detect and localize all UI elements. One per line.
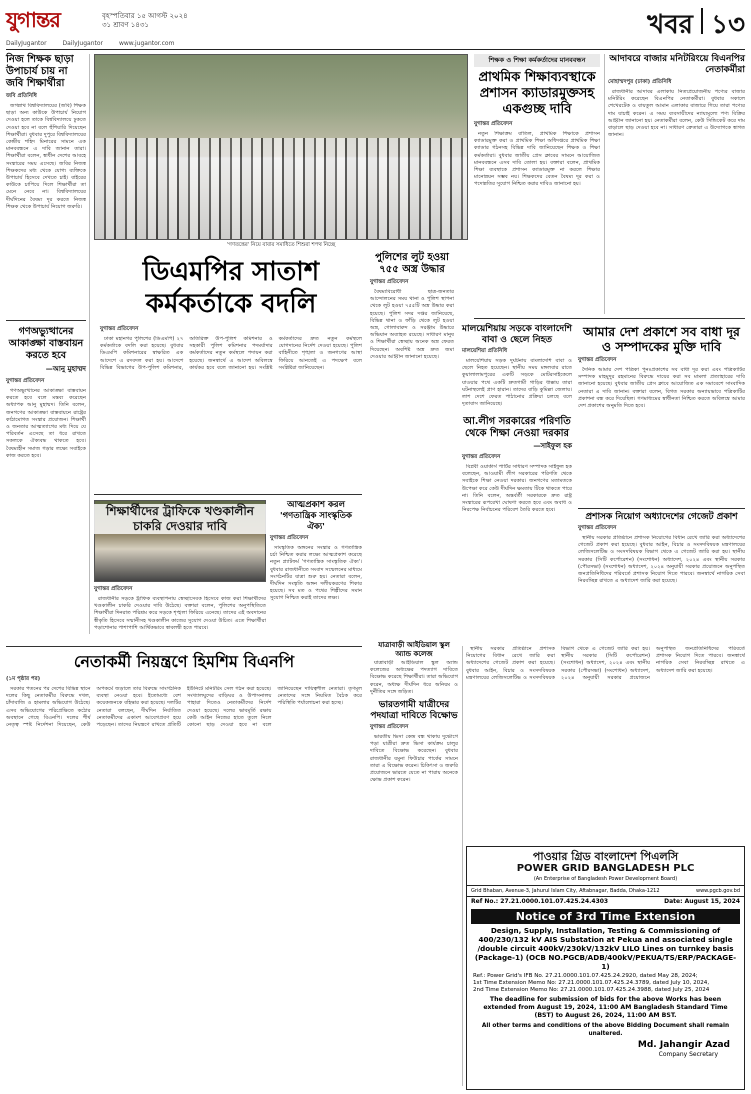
headline: প্রশাসক নিয়োগ অধ্যাদেশের গেজেট প্রকাশ <box>585 512 738 522</box>
byline: যুগান্তর প্রতিবেদন <box>94 586 133 592</box>
column-rule <box>89 54 90 634</box>
article-body: বিপ্লবী ওয়ার্কার্স পার্টির সাধারণ সম্পাদক সাইফুল হক বলেছেন, আওয়ামী লীগ সরকারের পরিণতি থেকে সবাইকে শিক্ষা নেওয়া দরকার। জনগণের মতামতকে উপেক্ষা করে কেউ দীর্ঘদিন ক্ষমতায় টিকে থাকতে পারে না। তিনি বলেন, অন্তর্বর্তী সরকারকে দ্রুত রাষ্ট্র সংস্কারের রূপরেখা ঘোষণা করতে হবে এবং অবাধ ও নিরপেক্ষ নির্বাচনের পরিবেশ তৈরি করতে হবে। <box>462 464 572 514</box>
byline: যুগান্তর প্রতিবেদন <box>474 121 513 127</box>
headline: যাত্রাবাড়ী আইডিয়াল স্কুল অ্যান্ড কলেজ <box>378 640 450 658</box>
ad-other-terms: All other terms and conditions of the above Bidding Document shall remain unaltered. <box>481 1023 730 1037</box>
article-netakormi <box>6 676 362 1090</box>
divider <box>474 318 745 319</box>
ad-website[interactable]: www.pgcb.gov.bd <box>696 888 740 894</box>
netakormi-headline: নেতাকর্মী নিয়ন্ত্রণে হিমশিম বিএনপি <box>73 652 295 671</box>
ad-deadline: The deadline for submission of bids for the above Works has been extended from August 19, 2024, 11:00 AM Bangladesh Standard Time (BST) to August 26, 2024, 11:00 AM BST. <box>483 996 728 1019</box>
byline: (১ম পৃষ্ঠার পর) <box>6 676 41 682</box>
twitter-link[interactable]: DailyJugantor <box>62 40 104 47</box>
divider <box>578 508 745 509</box>
ad-signer-title: Company Secretary <box>658 1051 718 1058</box>
people-silhouettes <box>95 138 467 239</box>
article-body: গণঅভ্যুত্থানের আকাঙ্ক্ষা বাস্তবায়ন করতে হবে বলে মন্তব্য করেছেন অধ্যাপক আনু মুহাম্মদ। তিনি বলেন, জনগণের আকাঙ্ক্ষা বাস্তবায়নে রাষ্ট্রের কাঠামোগত সংস্কার প্রয়োজন। শিক্ষার্থী ও জনতার আত্মত্যাগের মধ্য দিয়ে যে পরিবর্তন এসেছে তা ধরে রাখতে সকলকে ঐক্যবদ্ধ থাকতে হবে। বৈষম্যহীন সমাজ গড়ার লক্ষ্যে সবাইকে কাজ করতে হবে। <box>6 388 86 459</box>
headline: ভারতগামী যাত্রীদের পদযাত্রা দাবিতে বিক্ষোভ <box>370 700 458 721</box>
byline: যুগান্তর প্রতিবেদন <box>100 326 139 332</box>
article-bharat <box>370 700 458 840</box>
ad-date: Date: August 15, 2024 <box>664 898 740 905</box>
article-body: সরকার পতনের পর দেশের বিভিন্ন স্থানে দলের কিছু নেতাকর্মীর বিরুদ্ধে দখল, চাঁদাবাজি ও হামলার অভিযোগ উঠেছে। এসব অভিযোগের পরিপ্রেক্ষিতে কঠোর অবস্থানে গেছে বিএনপি। দলের শীর্ষ নেতৃত্ব স্পষ্ট নির্দেশনা দিয়েছেন, কেউ অপকর্মে জড়ালে তার বিরুদ্ধে সাংগঠনিক ব্যবস্থা নেওয়া হবে। ইতোমধ্যে বেশ কয়েকজনকে বহিষ্কার করা হয়েছে। দলটির নেতারা বলছেন, দীর্ঘদিন নির্যাতিত নেতাকর্মীদের একাংশ আবেগপ্রবণ হয়ে পড়েছেন। তাদের নিয়ন্ত্রণে রাখতে প্রতিটি ইউনিটে মনিটরিং সেল গঠন করা হয়েছে। সংখ্যালঘুদের বাড়িঘর ও উপাসনালয় পাহারা দিতেও নেতাকর্মীদের নির্দেশ দেওয়া হয়েছে। দলের ভাবমূর্তি রক্ষায় কেউ আইন নিজের হাতে তুলে নিলে কোনো ছাড় দেওয়া হবে না বলে জানিয়েছেন দায়িত্বশীল নেতারা। তৃণমূল নেতাদের সঙ্গে নিয়মিত বৈঠক করে পরিস্থিতি পর্যালোচনা করা হচ্ছে। <box>6 686 362 729</box>
byline: মোহাম্মদপুর (ঢাকা) প্রতিনিধি <box>608 79 672 85</box>
facebook-link[interactable]: DailyJugantor <box>6 40 47 47</box>
headline: নিজ শিক্ষক ছাড়া উপাচার্য চায় না জবি শিক্ষার্থীরা <box>6 54 74 89</box>
column-rule <box>462 646 463 1086</box>
traffic-headline: শিক্ষার্থীদের ট্রাফিকে খণ্ডকালীন চাকরি দেওয়ার দাবি <box>94 504 266 534</box>
photo-caption: 'গণতন্ত্রের' নিয়ে বাবার সমাধিতে শিশুরা শপথ নিচ্ছে <box>226 242 336 248</box>
ad-address-row <box>467 885 744 897</box>
ad-notice-title: Notice of 3rd Time Extension <box>471 909 740 924</box>
byline: যুগান্তর প্রতিবেদন <box>578 357 617 363</box>
divider <box>6 646 362 647</box>
headline: আমার দেশ প্রকাশে সব বাধা দূর ও সম্পাদকের মুক্তি দাবি <box>583 324 740 354</box>
page-number: ১৩ <box>711 10 745 40</box>
social-bar <box>6 40 745 50</box>
headline: আদাবরে বাজার মনিটরিংয়ে বিএনপির নেতাকর্মীরা <box>609 54 745 75</box>
article-body: সাংস্কৃতিক অঙ্গনের সংস্কার ও গণতান্ত্রিক চর্চা নিশ্চিত করার লক্ষ্যে আত্মপ্রকাশ করেছে নতুন প্ল্যাটফর্ম 'গণতান্ত্রিক সাংস্কৃতিক ঐক্য'। বুধবার রাজধানীতে সংবাদ সম্মেলনের মাধ্যমে সংগঠনটির যাত্রা শুরু হয়। নেতারা বলেন, দীর্ঘদিন সংস্কৃতি অঙ্গন দলীয়করণের শিকার হয়েছে। সব মত ও পথের শিল্পীদের সমান সুযোগ নিশ্চিত করাই তাদের লক্ষ্য। <box>270 545 362 602</box>
ad-address: Grid Bhaban, Avenue-3, Jahurul Islam City, Aftabnagar, Badda, Dhaka-1212 <box>471 888 660 894</box>
article-dmp <box>100 326 362 490</box>
article-body: দৈনিক আমার দেশ পত্রিকা পুনঃপ্রকাশের সব বাধা দূর করা এবং পত্রিকাটির সম্পাদক মাহমুদুর রহমানের বিরুদ্ধে দায়ের করা সব মামলা প্রত্যাহারের দাবি জানানো হয়েছে। বুধবার জাতীয় প্রেস ক্লাবে আয়োজিত এক সমাবেশে সাংবাদিক নেতারা এ দাবি জানান। বক্তারা বলেন, বিগত সরকার অন্যায়ভাবে পত্রিকাটির প্রকাশনা বন্ধ করে দিয়েছিল। গণমাধ্যমের স্বাধীনতা নিশ্চিত করতে অবিলম্বে আমার দেশ প্রকাশের অনুমতি দিতে হবে। <box>578 367 745 410</box>
article-body: ঢাকা মহানগর পুলিশের (ডিএমপি) ২৭ কর্মকর্তাকে বদলি করা হয়েছে। বুধবার ডিএমপি কমিশনারের স্বাক্ষরিত এক আদেশে এ রদবদল করা হয়। আদেশে বিভিন্ন বিভাগের উপ-পুলিশ কমিশনার, অতিরিক্ত উপ-পুলিশ কমিশনার ও সহকারী পুলিশ কমিশনার পদমর্যাদার কর্মকর্তাদের নতুন কর্মস্থলে পদায়ন করা হয়েছে। জনস্বার্থে এ আদেশ অবিলম্বে কার্যকর হবে বলে জানানো হয়। সংশ্লিষ্ট কর্মকর্তাদের দ্রুত নতুন কর্মস্থলে যোগদানের নির্দেশ দেওয়া হয়েছে। পুলিশ বাহিনীতে শৃঙ্খলা ও জনগণের আস্থা ফিরিয়ে আনতেই এ পদক্ষেপ বলে সংশ্লিষ্টরা জানিয়েছেন। <box>100 336 362 371</box>
article-prathomik <box>474 54 600 318</box>
article-body: বৈষম্যবিরোধী ছাত্র-জনতার আন্দোলনের সময় থানা ও পুলিশ স্থাপনা থেকে লুট হওয়া ৭৫৫টি অস্ত্র উদ্ধার করা হয়েছে। পুলিশ সদর দপ্তর জানিয়েছে, বিভিন্ন থানা ও ফাঁড়ি থেকে লুট হওয়া অস্ত্র, গোলাবারুদ ও সরঞ্জাম উদ্ধারে অভিযান অব্যাহত রয়েছে। সাধারণ মানুষ ও শিক্ষার্থীরা স্বেচ্ছায় অনেক অস্ত্র ফেরত দিয়েছেন। অবশিষ্ট অস্ত্র দ্রুত জমা দেওয়ার আহ্বান জানানো হয়েছে। <box>370 289 454 360</box>
ad-references: Ref.: Power Grid's IFB No. 27.21.0000.101.07.425.24.2920, dated May 28, 2024; 1st Time Extension Memo No: 27.21.0000.101.07.425.24.3789, dated July 10, 2024, 2nd Time Extension Memo No: 27.21.0000.101.07.425.24.3988, dated July 25, 2024 <box>473 973 710 993</box>
dmp-headline: ডিএমপির সাতাশ কর্মকর্তাকে বদলি <box>142 257 320 319</box>
article-body: মালয়েশিয়ায় সড়ক দুর্ঘটনায় বাংলাদেশি বাবা ও ছেলে নিহত হয়েছেন। স্থানীয় সময় মঙ্গলবার রাতে কুয়ালালামপুরের একটি সড়কে মোটরসাইকেলে যাওয়ার পথে একটি দ্রুতগামী গাড়ির ধাক্কায় তারা ঘটনাস্থলেই প্রাণ হারান। তাদের বাড়ি কুমিল্লা জেলায়। লাশ দেশে ফেরত পাঠানোর প্রক্রিয়া চলছে বলে দূতাবাস জানিয়েছে। <box>462 358 572 406</box>
website-link[interactable]: www.jugantor.com <box>118 40 175 47</box>
byline: যুগান্তর প্রতিবেদন <box>462 454 501 460</box>
article-body: যাত্রাবাড়ী আইডিয়াল স্কুল অ্যান্ড কলেজের অধ্যক্ষের পদত্যাগ দাবিতে বিক্ষোভ করেছে শিক্ষার্থীরা। তারা অভিযোগ করেন, অধ্যক্ষ দীর্ঘদিন ধরে অনিয়ম ও দুর্নীতির সঙ্গে জড়িত। <box>370 660 458 695</box>
ad-title-bn: পাওয়ার গ্রিড বাংলাদেশ পিএলসি <box>532 850 679 863</box>
byline: যুগান্তর প্রতিবেদন <box>370 279 409 285</box>
article-body: রাজধানীর সড়কে ট্রাফিক ব্যবস্থাপনায় স্বেচ্ছাসেবক হিসেবে কাজ করা শিক্ষার্থীদের খণ্ডকালীন চাকরি দেওয়ার দাবি উঠেছে। বক্তারা বলেন, পুলিশের অনুপস্থিতিতে শিক্ষার্থীরা দিনরাত পরিশ্রম করে সড়কে শৃঙ্খলা ফিরিয়ে এনেছে। তাদের এই অবদানের স্বীকৃতি হিসেবে সম্মানীসহ খণ্ডকালীন কাজের সুযোগ দেওয়া উচিত। এতে শিক্ষার্থীরা পড়াশোনার পাশাপাশি আর্থিকভাবে স্বাবলম্বী হতে পারবে। <box>94 596 266 630</box>
headline: পুলিশের লুট হওয়া ৭৫৫ অস্ত্র উদ্ধার <box>375 252 449 275</box>
article-traffic <box>94 586 266 630</box>
headline: আ.লীগ সরকারের পরিণতি থেকে শিক্ষা নেওয়া দরকার <box>463 416 571 439</box>
article-awami <box>462 416 572 640</box>
divider <box>94 494 362 495</box>
byline: জবি প্রতিনিধি <box>6 93 37 99</box>
headline: প্রাথমিক শিক্ষাব্যবস্থাকে প্রশাসন ক্যাডারমুক্তসহ একগুচ্ছ দাবি <box>478 70 596 117</box>
byline: যুগান্তর প্রতিবেদন <box>270 535 309 541</box>
date-bengali: ৩১ শ্রাবণ ১৪৩১ <box>102 21 149 29</box>
main-photo <box>94 54 468 240</box>
article-gazette <box>578 512 745 640</box>
dateline <box>102 12 188 30</box>
ad-title-en: POWER GRID BANGLADESH PLC <box>516 863 695 874</box>
kicker: শিক্ষক ও শিক্ষা কর্মকর্তাদের মানববন্ধন <box>474 54 600 67</box>
article-body: রাজধানীর আদাবর এলাকায় নিত্যপ্রয়োজনীয় পণ্যের বাজার মনিটরিং করেছেন বিএনপির নেতাকর্মীরা। বুধবার সকালে শেখেরটেক ও বায়তুল আমান এলাকার বাজারে গিয়ে তারা পণ্যের দাম যাচাই করেন। এ সময় ব্যবসায়ীদের ন্যায্যমূল্যে পণ্য বিক্রির আহ্বান জানানো হয়। নেতাকর্মীরা বলেন, কেউ সিন্ডিকেট করে দাম বাড়ালে ছাড় দেওয়া হবে না। সাধারণ ক্রেতারা এ উদ্যোগকে স্বাগত জানান। <box>608 89 745 139</box>
continued-text: স্থানীয় সরকার প্রতিষ্ঠানে প্রশাসক নিয়োগের বিধান রেখে জারি করা অধ্যাদেশের গেজেট প্রকাশ করা হয়েছে। বুধবার আইন, বিচার ও সংসদবিষয়ক মন্ত্রণালয়ের লেজিসলেটিভ ও সংসদবিষয়ক বিভাগ থেকে এ গেজেট জারি করা হয়। স্থানীয় সরকার (সিটি কর্পোরেশন) (সংশোধন) অধ্যাদেশ, ২০২৪ এবং স্থানীয় সরকার (পৌরসভা) (সংশোধন) অধ্যাদেশ, ২০২৪ অনুযায়ী সরকার প্রয়োজনে অনুপস্থিত জনপ্রতিনিধিদের পরিবর্তে প্রশাসক নিয়োগ দিতে পারবে। জনস্বার্থে নাগরিক সেবা নিরবচ্ছিন্ন রাখতে এ অধ্যাদেশ জারি করা হয়েছে। <box>466 646 745 681</box>
article-atmaprokash <box>270 500 362 636</box>
quote-author: —সাইফুল হক <box>533 441 572 450</box>
divider <box>6 320 86 321</box>
headline: মালয়েশিয়ায় সড়কে বাংলাদেশি বাবা ও ছেলে নিহত <box>462 324 572 345</box>
column-rule <box>604 54 605 314</box>
headline: গণঅভ্যুত্থানের আকাঙ্ক্ষা বাস্তবায়ন করতে হবে <box>8 326 84 361</box>
byline: যুগান্তর প্রতিবেদন <box>370 724 409 730</box>
article-amar-desh <box>578 324 745 504</box>
article-nij-shikkhok <box>6 54 86 316</box>
ad-tagline: (An Enterprise of Bangladesh Power Development Board) <box>533 876 678 882</box>
article-body: নতুন শিক্ষাক্রম বাতিল, প্রাথমিক শিক্ষাকে প্রশাসন ক্যাডারমুক্ত করা ও প্রাথমিক শিক্ষা অধিদপ্তরে প্রাথমিক শিক্ষা ক্যাডার গঠনসহ বিভিন্ন দাবি জানিয়েছেন শিক্ষক ও শিক্ষা কর্মকর্তারা। বুধবার জাতীয় প্রেস ক্লাবের সামনে আয়োজিত মানববন্ধনে এসব দাবি তোলা হয়। বক্তারা বলেন, প্রাথমিক শিক্ষা ব্যবস্থাকে প্রশাসন ক্যাডারমুক্ত না করলে শিক্ষার মানোন্নয়ন সম্ভব নয়। শিক্ষকদের বেতন বৈষম্য দূর করা ও পদোন্নতির সুযোগ নিশ্চিত করার দাবিও জানানো হয়। <box>474 131 600 188</box>
byline: যুগান্তর প্রতিবেদন <box>578 525 617 531</box>
article-body: জগন্নাথ বিশ্ববিদ্যালয়ের (জবি) শিক্ষক ছাড়া অন্য কাউকে উপাচার্য নিয়োগ দেওয়া হলে তাকে বিশ্ববিদ্যালয়ে ঢুকতে দেওয়া হবে না বলে হুঁশিয়ারি দিয়েছেন শিক্ষার্থীরা। বুধবার দুপুরে বিশ্ববিদ্যালয়ের কেন্দ্রীয় শহিদ মিনারের সামনে এক মানববন্ধনে এ দাবি জানান তারা। শিক্ষার্থীরা বলেন, স্বাধীন দেশের আবহে সংস্কারের সময় এসেছে। জবির নিজস্ব শিক্ষকদের মধ্য থেকে যোগ্য ব্যক্তিকে উপাচার্য হিসেবে দেখতে চাই। বাইরের কাউকে চাপিয়ে দিলে শিক্ষার্থীরা তা মেনে নেবে না। বিশ্ববিদ্যালয়ের দীর্ঘদিনের বৈষম্য দূর করতে নিজস্ব শিক্ষক থেকে উপাচার্য নিয়োগ জরুরি। <box>6 103 86 210</box>
article-ganasabhyuthan <box>6 326 86 626</box>
byline: যুগান্তর প্রতিবেদন <box>6 378 45 384</box>
masthead <box>6 4 745 40</box>
ad-ref-row <box>467 897 744 907</box>
byline: মালয়েশিয়া প্রতিনিধি <box>462 348 508 354</box>
quote-author: —আনু মুহাম্মদ <box>45 364 86 373</box>
section-name: খবর <box>647 10 693 40</box>
headline: আত্মপ্রকাশ করল 'গণতান্ত্রিক সাংস্কৃতিক ঐক্য' <box>279 500 352 532</box>
ad-subject: Design, Supply, Installation, Testing & Commissioning of 400/230/132 kV AIS Substation at Pekua and associated single /double circuit 400kV/230kV/132kV LILO Lines on turnkey basis (Package-1) (OCB NO.PGCB/ADB/400kV/PEKUA/TS/ERP/PACKAGE-1) <box>474 926 737 971</box>
article-police <box>370 252 454 632</box>
article-body: ভারতীয় ভিসা কেন্দ্র বন্ধ থাকায় দুর্ভোগে পড়া যাত্রীরা দ্রুত ভিসা কার্যক্রম চালুর দাবিতে বিক্ষোভ করেছেন। বুধবার রাজধানীর যমুনা ফিউচার পার্কের সামনে তারা এ বিক্ষোভ করেন। চিকিৎসা ও জরুরি প্রয়োজনে ভারতে যেতে না পারায় অনেকে ক্ষোভ প্রকাশ করেন। <box>370 734 458 784</box>
ad-signer: Md. Jahangir Azad <box>637 1040 730 1050</box>
article-body: স্থানীয় সরকার প্রতিষ্ঠানে প্রশাসক নিয়োগের বিধান রেখে জারি করা অধ্যাদেশের গেজেট প্রকাশ করা হয়েছে। বুধবার আইন, বিচার ও সংসদবিষয়ক মন্ত্রণালয়ের লেজিসলেটিভ ও সংসদবিষয়ক বিভাগ থেকে এ গেজেট জারি করা হয়। স্থানীয় সরকার (সিটি কর্পোরেশন) (সংশোধন) অধ্যাদেশ, ২০২৪ এবং স্থানীয় সরকার (পৌরসভা) (সংশোধন) অধ্যাদেশ, ২০২৪ অনুযায়ী সরকার প্রয়োজনে অনুপস্থিত জনপ্রতিনিধিদের পরিবর্তে প্রশাসক নিয়োগ দিতে পারবে। জনস্বার্থে নাগরিক সেবা নিরবচ্ছিন্ন রাখতে এ অধ্যাদেশ জারি করা হয়েছে। <box>578 535 745 585</box>
date-gregorian: বৃহস্পতিবার ১৫ আগস্ট ২০২৪ <box>102 12 188 20</box>
article-bazar <box>608 54 745 318</box>
section-divider <box>701 8 703 34</box>
ad-ref: Ref No.: 27.21.0000.101.07.425.24.4303 <box>471 898 609 905</box>
tender-notice-ad <box>466 846 745 1090</box>
newspaper-logo: যুগান্তর <box>6 7 60 32</box>
article-malaysia <box>462 324 572 414</box>
